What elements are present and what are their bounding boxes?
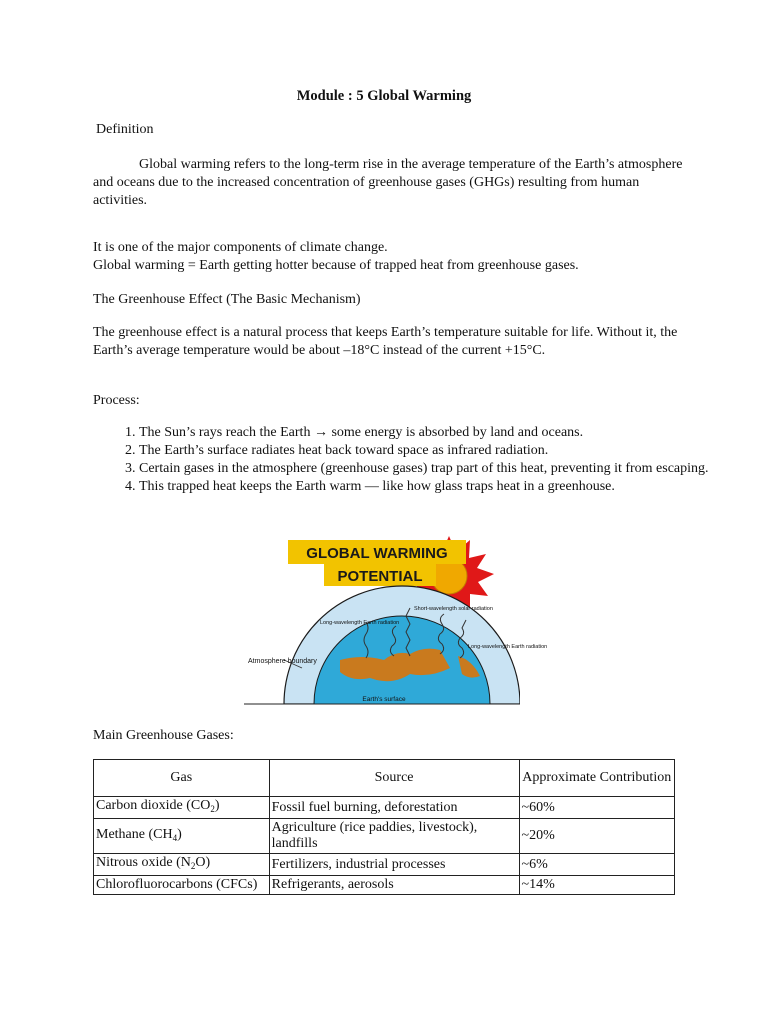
label-short-wave-text: Short-wavelength solar radiation xyxy=(414,606,493,612)
gases-heading: Main Greenhouse Gases: xyxy=(93,728,234,743)
definition-heading: Definition xyxy=(96,122,154,137)
table-row xyxy=(94,854,675,876)
greenhouse-heading: The Greenhouse Effect (The Basic Mechanism) xyxy=(93,292,361,307)
banner-line2: POTENTIAL xyxy=(337,568,423,585)
banner-line1: GLOBAL WARMING xyxy=(306,545,448,562)
process-heading: Process: xyxy=(93,393,140,408)
equation-line: Global warming = Earth getting hotter because of trapped heat from greenhouse gases. xyxy=(93,258,579,273)
page-title: Module : 5 Global Warming xyxy=(296,88,472,104)
process-step: 2. The Earth’s surface radiates heat back toward space as infrared radiation. xyxy=(139,442,739,460)
cell-gas: Nitrous oxide $(N_2O)$ xyxy=(94,854,270,876)
header-contribution: Approximate Contribution xyxy=(519,760,675,797)
table-header-row xyxy=(94,760,675,797)
process-step: 4. This trapped heat keeps the Earth warm — like how glass traps heat in a greenhouse. xyxy=(139,478,739,496)
header-gas: Gas xyxy=(94,760,270,797)
cell-source: Refrigerants, aerosols xyxy=(269,876,519,895)
label-long-right-text: Long-wavelength Earth radiation xyxy=(468,644,548,650)
component-line: It is one of the major components of climate change. xyxy=(93,240,388,255)
global-warming-diagram xyxy=(244,528,548,708)
process-step: 1. The Sun’s rays reach the Earth → some energy is absorbed by land and oceans. xyxy=(139,424,739,442)
label-surface: Earth's surface xyxy=(362,696,406,703)
process-steps-list xyxy=(93,424,739,496)
header-source: Source xyxy=(269,760,519,797)
cell-contribution: ~14% xyxy=(519,876,675,895)
cell-gas: Chlorofluorocarbons (CFCs) xyxy=(94,876,270,895)
process-step: 3. Certain gases in the atmosphere (greenhouse gases) trap part of this heat, preventing it from escaping. xyxy=(139,460,739,478)
label-long-left xyxy=(320,620,399,626)
cell-source: Fertilizers, industrial processes xyxy=(269,854,519,876)
table-row xyxy=(94,819,675,854)
cell-contribution: ~20% xyxy=(519,819,675,854)
cell-gas: Methane $(CH_4)$ xyxy=(94,819,270,854)
label-long-right xyxy=(468,644,547,650)
cell-contribution: ~6% xyxy=(519,854,675,876)
cell-contribution: ~60% xyxy=(519,797,675,819)
table-row xyxy=(94,876,675,895)
definition-paragraph: Global warming refers to the long-term rise in the average temperature of the Earth’s atmosphere and oceans due to the increased concentration of greenhouse gases (GHGs) resulting from human activities. xyxy=(93,157,683,208)
label-long-left-text: Long-wavelength Earth radiation xyxy=(320,620,400,626)
greenhouse-paragraph: The greenhouse effect is a natural process that keeps Earth’s temperature suitable for life. Without it, the Earth’s average temperature would be about –18°C instead of the current +15°C. xyxy=(93,325,678,358)
greenhouse-gases-table xyxy=(93,759,675,895)
table-row xyxy=(94,797,675,819)
label-atmosphere: Atmosphere boundary xyxy=(248,658,317,665)
cell-source: Agriculture (rice paddies, livestock), landfills xyxy=(269,819,519,854)
label-short-wave xyxy=(414,606,493,612)
cell-source: Fossil fuel burning, deforestation xyxy=(269,797,519,819)
cell-gas: Carbon dioxide $(CO_2)$ xyxy=(94,797,270,819)
